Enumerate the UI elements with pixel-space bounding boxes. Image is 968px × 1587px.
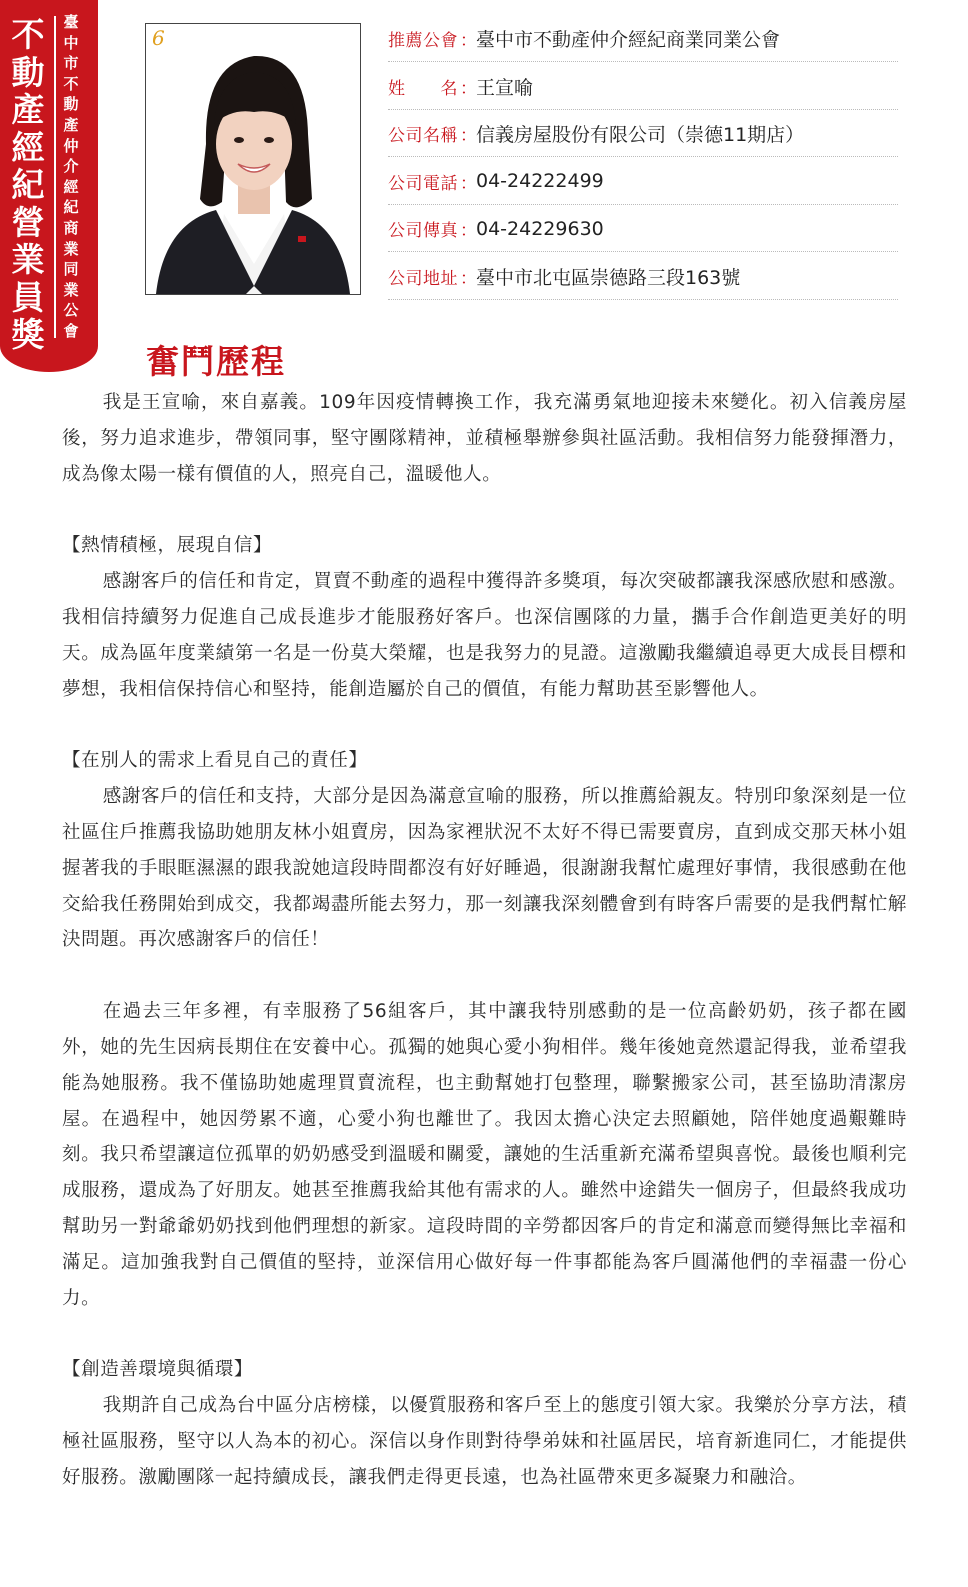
info-value: 04-24222499 (476, 170, 604, 193)
association-name-char: 動 (63, 95, 79, 114)
award-banner (0, 0, 98, 372)
info-value: 王宣喻 (476, 76, 534, 99)
info-row (388, 159, 898, 205)
association-name-char: 紀 (63, 198, 79, 217)
association-name-char: 商 (63, 218, 79, 237)
award-title-char: 產 (11, 90, 45, 129)
info-row (388, 206, 898, 252)
agent-photo (145, 23, 361, 295)
info-separator: ： (460, 268, 477, 289)
subsection-title: 【創造善環境與循環】 (62, 1359, 254, 1381)
info-label: 公司地址 (388, 268, 458, 289)
association-name (58, 12, 84, 342)
award-title-char: 動 (11, 52, 45, 92)
association-name-char: 仲 (63, 136, 79, 155)
association-name-char: 產 (63, 115, 79, 134)
association-name-char: 中 (63, 33, 79, 52)
award-title-char: 經 (11, 127, 45, 167)
info-separator: ： (460, 173, 477, 194)
info-separator: ： (460, 31, 477, 51)
association-name-char: 業 (63, 239, 79, 258)
award-title-char: 紀 (11, 165, 45, 204)
info-separator: ： (460, 221, 477, 242)
award-title-char: 獎 (11, 315, 45, 354)
association-name-char: 經 (63, 177, 79, 196)
info-value: 信義房屋股份有限公司（崇德11期店） (476, 124, 805, 147)
info-label: 公司傳真 (388, 221, 458, 242)
award-title (7, 16, 49, 354)
association-name-char: 同 (63, 260, 79, 279)
info-label: 公司電話 (388, 173, 458, 194)
award-title-char: 業 (11, 240, 45, 279)
info-row (388, 254, 898, 300)
association-name-char: 介 (63, 157, 79, 176)
agent-info-list (388, 16, 898, 302)
association-name-char: 會 (63, 321, 79, 340)
story-paragraph: 我期許自己成為台中區分店榜樣，以優質服務和客戶至上的態度引領大家。我樂於分享方法，積極社區服務，堅守以人為本的初心。深信以身作則對待學弟妹和社區居民，培育新進同仁，才能提供好服務。激勵團隊一起持續成長，讓我們走得更長遠，也為社區帶來更多凝聚力和融洽。 (62, 1395, 907, 1488)
story-content (62, 385, 907, 1496)
info-value: 04-24229630 (476, 217, 604, 240)
info-label: 姓 名 (388, 78, 458, 99)
award-title-char: 營 (11, 202, 45, 242)
banner-divider (54, 16, 56, 338)
info-row (388, 111, 898, 157)
association-name-char: 公 (63, 301, 79, 320)
story-paragraph: 我是王宣喻，來自嘉義。109年因疫情轉換工作，我充滿勇氣地迎接未來變化。初入信義房屋後，努力追求進步，帶領同事，堅守團隊精神，並積極舉辦參與社區活動。我相信努力能發揮潛力，成為像太陽一樣有價值的人，照亮自己，溫暖他人。 (62, 392, 907, 485)
association-name-char: 不 (63, 74, 79, 93)
info-label: 推薦公會 (388, 31, 458, 51)
subsection-title: 【在別人的需求上看見自己的責任】 (62, 750, 368, 772)
info-row (388, 64, 898, 110)
section-heading: 奮鬥歷程 (146, 342, 286, 381)
info-value: 臺中市北屯區崇德路三段163號 (476, 266, 741, 289)
info-row (388, 16, 898, 62)
portrait-illustration (146, 24, 360, 294)
award-title-char: 不 (11, 15, 45, 54)
story-paragraph: 在過去三年多裡，有幸服務了56組客戶，其中讓我特別感動的是一位高齡奶奶，孩子都在國外，她的先生因病長期住在安養中心。孤獨的她與心愛小狗相伴。幾年後她竟然還記得我，並希望我能為她服務。我不僅協助她處理買賣流程，也主動幫她打包整理，聯繫搬家公司，甚至協助清潔房屋。在過程中，她因勞累不適，心愛小狗也離世了。我因太擔心決定去照顧她，陪伴她度過艱難時刻。我只希望讓這位孤單的奶奶感受到溫暖和關愛，讓她的生活重新充滿希望與喜悅。最後也順利完成服務，還成為了好朋友。她甚至推薦我給其他有需求的人。雖然中途錯失一個房子，但最終我成功幫助另一對爺爺奶奶找到他們理想的新家。這段時間的辛勞都因客戶的肯定和滿意而變得無比幸福和滿足。這加強我對自己價值的堅持，並深信用心做好每一件事都能為客戶圓滿他們的幸福盡一份心力。 (62, 1001, 907, 1309)
association-name-char: 臺 (63, 13, 79, 31)
award-title-char: 員 (11, 277, 45, 317)
story-paragraph: 感謝客戶的信任和支持，大部分是因為滿意宣喻的服務，所以推薦給親友。特別印象深刻是一位社區住戶推薦我協助她朋友林小姐賣房，因為家裡狀況不太好不得已需要賣房，直到成交那天林小姐握著我的手眼眶濕濕的跟我說她這段時間都沒有好好睡過，很謝謝我幫忙處理好事情，我很感動在他交給我任務開始到成交，我都竭盡所能去努力，那一刻讓我深刻體會到有時客戶需要的是我們幫忙解決問題。再次感謝客戶的信任！ (62, 786, 907, 951)
subsection-title: 【熱情積極，展現自信】 (62, 535, 273, 557)
info-label: 公司名稱 (388, 126, 458, 147)
info-value: 臺中市不動產仲介經紀商業同業公會 (476, 29, 781, 51)
association-name-char: 市 (63, 54, 79, 73)
story-paragraph: 感謝客戶的信任和肯定，買賣不動產的過程中獲得許多獎項，每次突破都讓我深感欣慰和感激。我相信持續努力促進自己成長進步才能服務好客戶。也深信團隊的力量，攜手合作創造更美好的明天。成為區年度業績第一名是一份莫大榮耀，也是我努力的見證。這激勵我繼續追尋更大成長目標和夢想，我相信保持信心和堅持，能創造屬於自己的價值，有能力幫助甚至影響他人。 (62, 571, 907, 700)
photo-watermark-mark: 6 (152, 26, 165, 50)
info-separator: ： (460, 126, 477, 147)
info-separator: ： (460, 78, 477, 99)
association-name-char: 業 (63, 280, 79, 299)
